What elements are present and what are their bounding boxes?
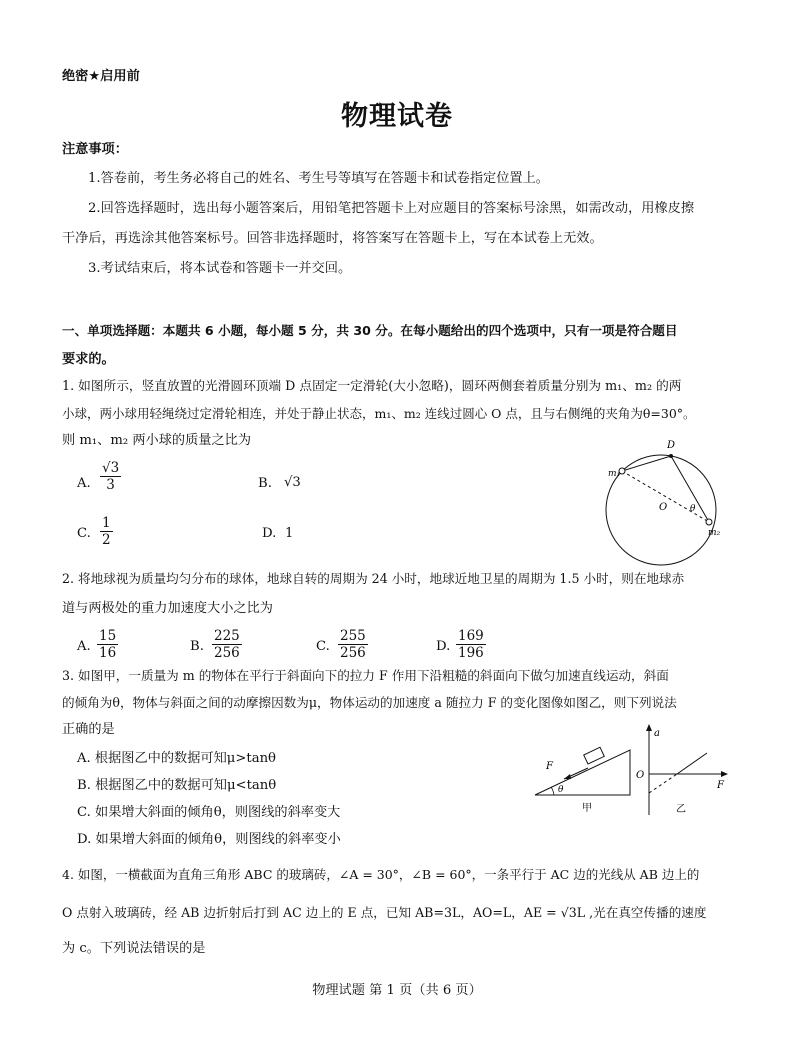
angle-arc — [551, 787, 554, 795]
notice-title: 注意事项： — [62, 142, 128, 157]
q1-option-a-fraction — [100, 460, 121, 493]
q1-option-d-value: 1 — [285, 526, 294, 541]
fraction-numerator: 225 — [214, 628, 240, 644]
secret-label: 绝密★启用前 — [62, 69, 140, 84]
incline — [535, 750, 630, 795]
q1-option-c-fraction — [100, 515, 113, 548]
q2-option-a-label: A. — [77, 639, 91, 654]
notice-item: 1.答卷前，考生务必将自己的姓名、考生号等填写在答题卡和试卷指定位置上。 — [88, 171, 549, 186]
label-yi: 乙 — [676, 804, 686, 815]
fraction-numerator: 1 — [102, 515, 111, 531]
label-m1: m₁ — [608, 469, 621, 479]
q1-circle-figure — [598, 436, 728, 570]
q2-option-d-fraction — [456, 628, 486, 661]
q3-option-d: D. 如果增大斜面的倾角θ，则图线的斜率变小 — [77, 832, 341, 847]
q1-option-c-label: C. — [77, 526, 91, 541]
question-2-text: 2. 将地球视为质量均匀分布的球体，地球自转的周期为 24 小时，地球近地卫星的周期为 1.5 小时，则在地球赤 — [62, 571, 685, 586]
block — [584, 747, 605, 764]
center-line — [622, 471, 709, 522]
label-a: a — [654, 728, 660, 739]
question-3-text: 的倾角为θ，物体与斜面之间的动摩擦因数为μ，物体运动的加速度 a 随拉力 F 的变化图像如图乙，则下列说法 — [62, 695, 677, 710]
section-heading: 一、单项选择题：本题共 6 小题，每小题 5 分，共 30 分。在每小题给出的四个选项中，只有一项是符合题目 — [62, 323, 678, 338]
question-3-text: 3. 如图甲，一质量为 m 的物体在平行于斜面向下的拉力 F 作用下沿粗糙的斜面向下做匀加速直线运动，斜面 — [62, 668, 669, 683]
q1-option-b-label: B. — [258, 476, 272, 491]
question-4-text: O 点射入玻璃砖，经 AB 边折射后打到 AC 边上的 E 点，已知 AB=3L，AO=L，AE = √3L ,光在真空传播的速度 — [62, 905, 707, 920]
label-f-axis: F — [717, 780, 724, 791]
q3-graph-figure — [632, 720, 732, 820]
y-axis-arrow — [646, 724, 652, 731]
label-o: O — [659, 502, 668, 513]
question-3-text: 正确的是 — [62, 722, 115, 737]
q2-option-b-label: B. — [190, 639, 204, 654]
graph-line — [677, 753, 707, 774]
q1-option-b-value: √3 — [284, 475, 301, 490]
fraction-denominator: 16 — [99, 645, 117, 661]
notice-item: 2.回答选择题时，选出每小题答案后，用铅笔把答题卡上对应题目的答案标号涂黑，如需改动，用橡皮擦 — [88, 201, 695, 216]
x-axis-arrow — [721, 771, 728, 777]
q2-option-c-label: C. — [316, 639, 330, 654]
q3-option-b: B. 根据图乙中的数据可知μ<tanθ — [77, 778, 277, 793]
question-1-text: 小球，两小球用轻绳绕过定滑轮相连，并处于静止状态，m₁、m₂ 连线过圆心 O 点，且与右侧绳的夹角为θ=30°。 — [62, 406, 696, 421]
question-4-text: 4. 如图，一横截面为直角三角形 ABC 的玻璃砖，∠A = 30°，∠B = 60°，一条平行于 AC 边的光线从 AB 边上的 — [62, 867, 700, 882]
q1-option-a-label: A. — [77, 476, 91, 491]
label-jia: 甲 — [582, 803, 592, 814]
rope-left — [622, 456, 671, 471]
label-f: F — [546, 761, 553, 772]
fraction-denominator: 3 — [106, 477, 115, 493]
page-title: 物理试卷 — [341, 101, 453, 132]
question-1-text: 则 m₁、m₂ 两小球的质量之比为 — [62, 433, 252, 448]
pulley — [669, 454, 673, 458]
ball-m2 — [706, 519, 712, 525]
q2-option-b-fraction — [212, 628, 242, 661]
label-o: O — [636, 770, 645, 781]
fraction-denominator: 2 — [102, 532, 111, 548]
label-d: D — [667, 440, 676, 451]
page-footer: 物理试题 第 1 页（共 6 页） — [312, 983, 482, 998]
arrow-head — [564, 774, 571, 779]
q3-option-c: C. 如果增大斜面的倾角θ，则图线的斜率变大 — [77, 805, 341, 820]
label-theta: θ — [690, 504, 696, 514]
q2-option-c-fraction — [338, 628, 368, 661]
q3-option-a: A. 根据图乙中的数据可知μ>tanθ — [77, 751, 276, 766]
fraction-numerator: 15 — [99, 628, 117, 644]
question-1-text: 1. 如图所示，竖直放置的光滑圆环顶端 D 点固定一定滑轮(大小忽略)，圆环两侧套着质量分别为 m₁、m₂ 的两 — [62, 378, 682, 393]
notice-item: 3.考试结束后，将本试卷和答题卡一并交回。 — [88, 261, 352, 276]
question-4-text: 为 c。下列说法错误的是 — [62, 941, 206, 956]
label-m2: m₂ — [708, 528, 721, 538]
q3-incline-figure — [530, 735, 640, 815]
fraction-numerator: 169 — [458, 628, 484, 644]
q1-option-d-label: D. — [262, 526, 277, 541]
notice-item: 干净后，再选涂其他答案标号。回答非选择题时，将答案写在答题卡上，写在本试卷上无效。 — [62, 231, 603, 246]
question-2-text: 道与两极处的重力加速度大小之比为 — [62, 601, 273, 616]
section-heading-cont: 要求的。 — [62, 352, 115, 367]
fraction-numerator: 255 — [340, 628, 366, 644]
q2-option-d-label: D. — [436, 639, 451, 654]
fraction-denominator: 256 — [214, 645, 240, 661]
fraction-numerator: √3 — [102, 460, 120, 476]
label-theta: θ — [558, 785, 564, 795]
extrapolation — [649, 774, 677, 793]
fraction-denominator: 256 — [340, 645, 366, 661]
fraction-denominator: 196 — [458, 645, 484, 661]
q2-option-a-fraction — [97, 628, 118, 661]
